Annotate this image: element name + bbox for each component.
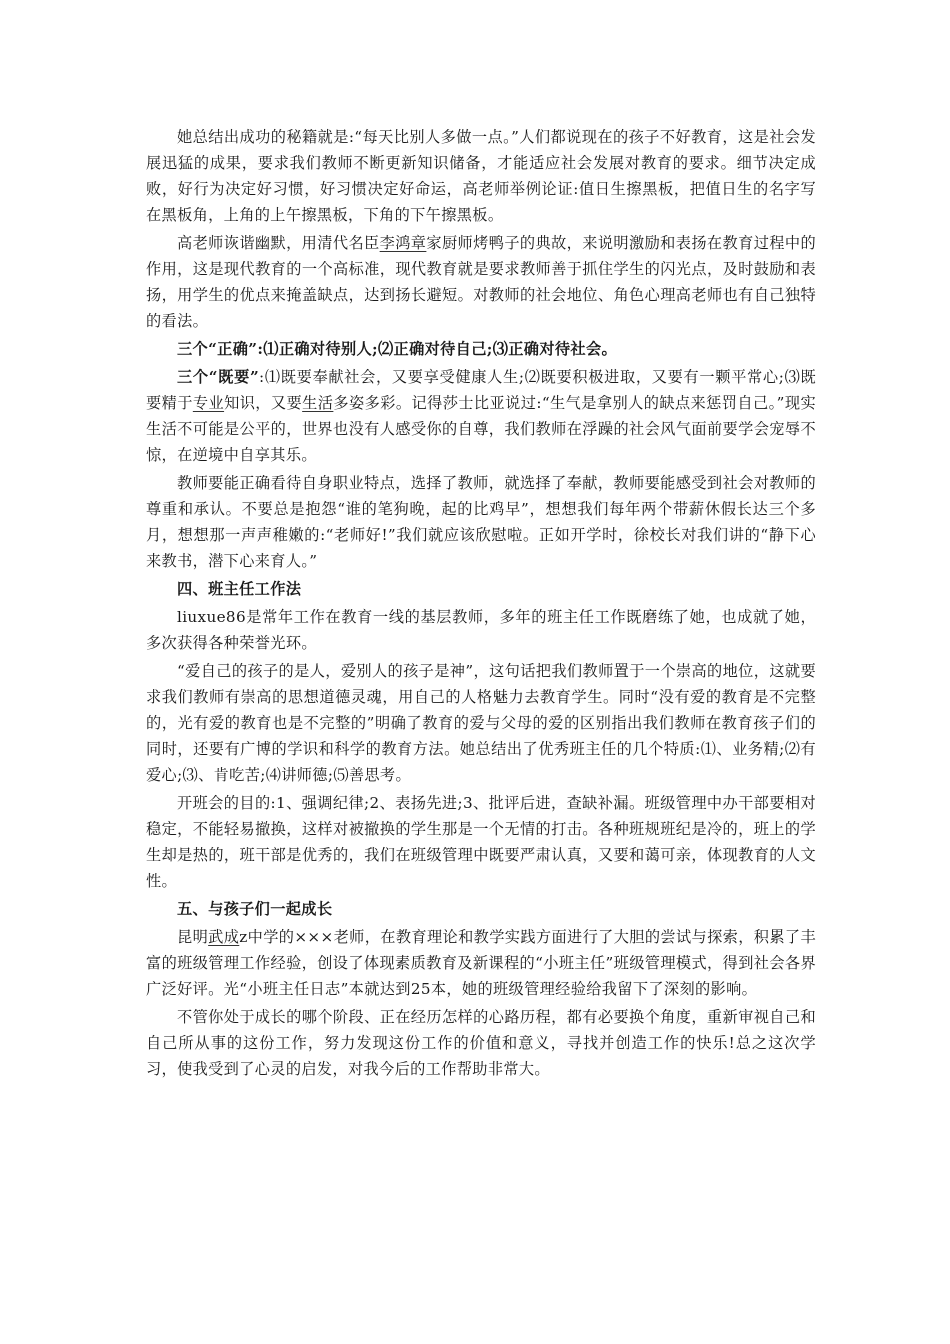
paragraph-text: z中学的×××老师，在教育理论和教学实践方面进行了大胆的尝试与探索，积累了丰富的班级管理工作经验，创设了体现素质教育及新课程的“小班主任”班级管理模式，得到社会各界广泛好评。光“小班主任日志”本就达到25本，她的班级管理经验给我留下了深刻的影响。 <box>146 928 817 998</box>
paragraph-kunming-school <box>146 924 816 1002</box>
paragraph-grassroots-teacher: liuxue86是常年工作在教育一线的基层教师，多年的班主任工作既磨练了她，也成就了她，多次获得各种荣誉光环。 <box>146 608 816 652</box>
heading-three-correct: 三个“正确”:⑴正确对待别人;⑵正确对待自己;⑶正确对待社会。 <box>177 340 618 358</box>
paragraph-love-education: “爱自己的孩子的是人，爱别人的孩子是神”，这句话把我们教师置于一个崇高的地位，这就要求我们教师有崇高的思想道德灵魂，用自己的人格魅力去教育学生。同时“没有爱的教育是不完整的，光有爱的教育也是不完整的”明确了教育的爱与父母的爱的区别指出我们教师在教育孩子们的同时，还要有广博的学识和科学的教育方法。她总结出了优秀班主任的几个特质:⑴、业务精;⑵有爱心;⑶、肯吃苦;⑷讲师德;⑸善思考。 <box>146 662 816 784</box>
paragraph-teacher-humor <box>146 230 816 334</box>
paragraph-text: 知识，又要 <box>224 394 303 412</box>
paragraph-conclusion: 不管你处于成长的哪个阶段、正在经历怎样的心路历程，都有必要换个角度，重新审视自己和自己所从事的这份工作，努力发现这份工作的价值和意义，寻找并创造工作的快乐!总之这次学习，使我受到了心灵的启发，对我今后的工作帮助非常大。 <box>146 1008 816 1078</box>
paragraph-success-secret: 她总结出成功的秘籍就是:“每天比别人多做一点。”人们都说现在的孩子不好教育，这是社会发展迅猛的成果，要求我们教师不断更新知识储备，才能适应社会发展对教育的要求。细节决定成败，好行为决定好习惯，好习惯决定好命运，高老师举例论证:值日生擦黑板，把值日生的名字写在黑板角，上角的上午擦黑板，下角的下午擦黑板。 <box>146 128 816 224</box>
paragraph-class-meeting: 开班会的目的:1、强调纪律;2、表扬先进;3、批评后进，查缺补漏。班级管理中办干部要相对稳定，不能轻易撤换，这样对被撤换的学生那是一个无情的打击。各种班规班纪是冷的，班上的学生却是热的，班干部是优秀的，我们在班级管理中既要严肃认真，又要和蔼可亲，体现教育的人文性。 <box>146 794 816 890</box>
heading-section-four: 四、班主任工作法 <box>177 580 302 598</box>
paragraph-text: :⑴既要奉献社会，又要享受健康人生;⑵既要积极进取，又要有一颗平常心;⑶既要精于 <box>146 368 816 412</box>
heading-section-five: 五、与孩子们一起成长 <box>177 900 333 918</box>
paragraph-text: 多姿多彩。记得莎士比亚说过:“生气是拿别人的缺点来惩罚自己。”现实生活不可能是公平的，世界也没有人感受你的自尊，我们教师在浮躁的社会风气面前要学会宠辱不惊，在逆境中自享其乐。 <box>146 394 816 464</box>
paragraph-text: 家厨师烤鸭子的典故，来说明激励和表扬在教育过程中的作用，这是现代教育的一个高标准，现代教育就是要求教师善于抓住学生的闪光点，及时鼓励和表扬，用学生的优点来掩盖缺点，达到扬长避短。对教师的社会地位、角色心理高老师也有自己独特的看法。 <box>146 234 816 330</box>
paragraph-text: 昆明 <box>177 928 209 946</box>
link-wucheng[interactable]: 武成 <box>208 928 240 946</box>
paragraph-three-both <box>146 364 816 468</box>
paragraph-teacher-career: 教师要能正确看待自身职业特点，选择了教师，就选择了奉献，教师要能感受到社会对教师的尊重和承认。不要总是抱怨“谁的笔狗晚，起的比鸡早”，想想我们每年两个带薪休假长达三个多月，想想那一声声稚嫩的:“老师好!”我们就应该欣慰啦。正如开学时，徐校长对我们讲的“静下心来教书，潜下心来育人。” <box>146 474 816 570</box>
paragraph-text: 高老师诙谐幽默，用清代名臣 <box>177 234 380 252</box>
link-life[interactable]: 生活 <box>302 394 334 412</box>
link-li-hongzhang[interactable]: 李鸿章 <box>379 234 427 252</box>
link-professional[interactable]: 专业 <box>192 394 225 412</box>
label-three-both: 三个“既要” <box>177 368 260 386</box>
document-page <box>146 124 816 1084</box>
